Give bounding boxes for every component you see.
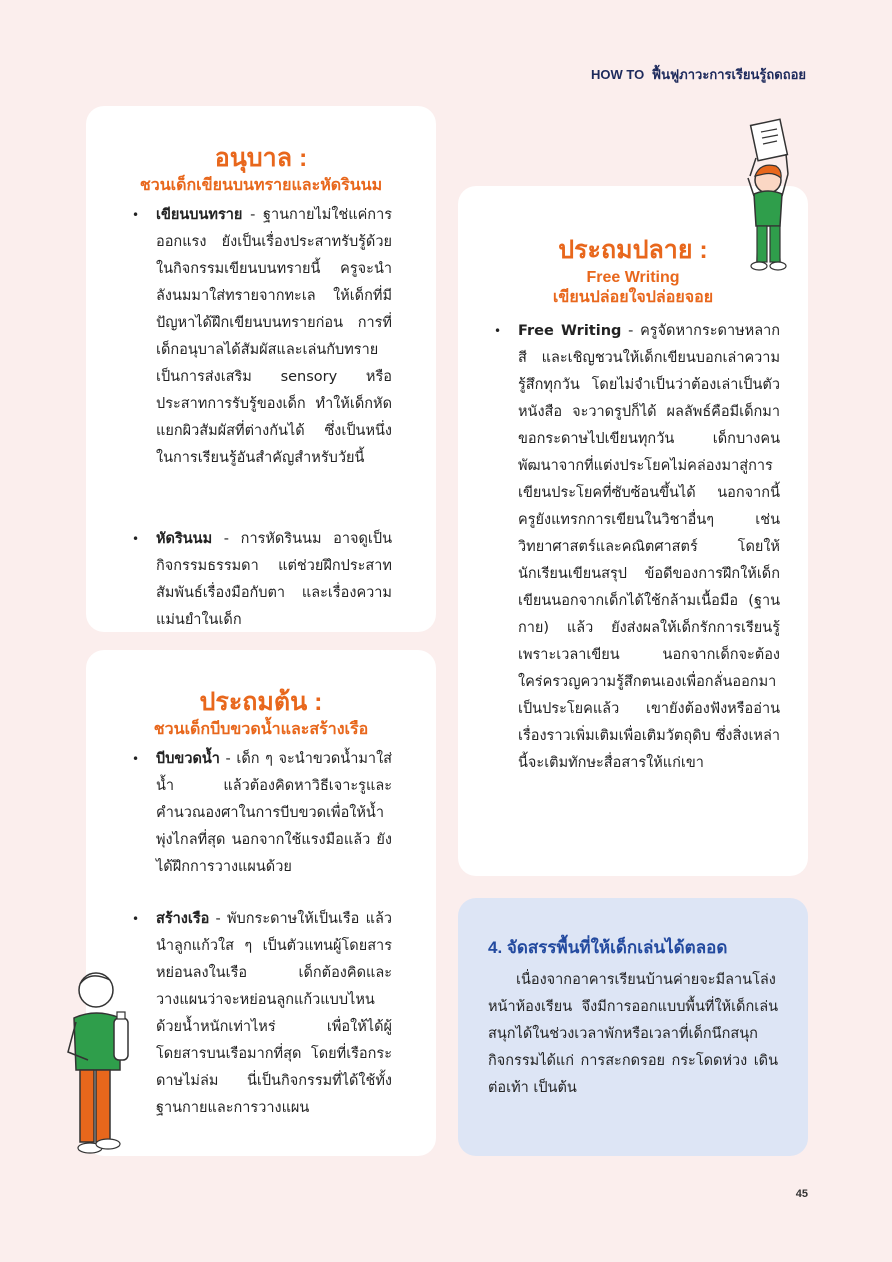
early-primary-list: [132, 746, 392, 881]
page-header: [591, 64, 806, 85]
early-primary-list-2: [132, 906, 392, 1122]
early-primary-subtitle: ชวนเด็กบีบขวดน้ำและสร้างเรือ: [153, 721, 369, 738]
kindergarten-subtitle: ชวนเด็กเขียนบนทรายและหัดรินนม: [139, 177, 383, 194]
kindergarten-list: [132, 202, 392, 472]
item-term: เขียนบนทราย: [156, 207, 243, 223]
child-with-bottle-illustration: [64, 966, 144, 1162]
kindergarten-card: [86, 106, 436, 632]
child-with-paper-illustration: [740, 118, 806, 278]
item-text: - ฐานกายไม่ใช่แค่การออกแรง ยังเป็นเรื่องประสาทรับรู้ด้วย ในกิจกรรมเขียนบนทรายนี้ ครูจะนำลังนมมาใส่ทรายจากทะเล ให้เด็กที่มีปัญหาได้ฝึกเขียนบนทรายก่อน การที่เด็กอนุบาลได้สัมผัสและเล่นกับทราย เป็นการส่งเสริม sensory หรือประสาทการรับรู้ของเด็ก ทำให้เด็กหัดแยกผิวสัมผัสที่ต่างกันได้ ซึ่งเป็นหนึ่งในการเรียนรู้อันสำคัญสำหรับวัยนี้: [156, 207, 392, 466]
list-item: [132, 746, 392, 881]
page-number: 45: [795, 1188, 808, 1200]
kindergarten-list-2: [132, 526, 392, 634]
header-lead: HOW TO: [591, 67, 645, 82]
list-item: [132, 906, 392, 1122]
item-text: - ครูจัดหากระดาษหลากสี และเชิญชวนให้เด็กเขียนบอกเล่าความรู้สึกทุกวัน โดยไม่จำเป็นว่าต้องเล่าเป็นตัวหนังสือ จะวาดรูปก็ได้ ผลลัพธ์คือมีเด็กมาขอกระดาษไปเขียนทุกวัน เด็กบางคนพัฒนาจากที่แต่งประโยคไม่คล่องมาสู่การเขียนประโยคที่ซับซ้อนขึ้นได้ นอกจากนี้ครูยังแทรกการเขียนในวิชาอื่นๆ เช่น วิทยาศาสตร์และคณิตศาสตร์ โดยให้นักเรียนเขียนสรุป ข้อดีของการฝึกให้เด็กเขียนนอกจากเด็กได้ใช้กล้ามเนื้อมือ (ฐานกาย) แล้ว ยังส่งผลให้เด็กรักการเรียนรู้ เพราะเวลาเขียน นอกจากเด็กจะต้องใคร่ครวญความรู้สึกตนเองเพื่อกลั่นออกมาเป็นประโยคแล้ว เขายังต้องฟังหรืออ่านเรื่องราวเพิ่มเติมเพื่อเติมวัตถุดิบ ซึ่งสิ่งเหล่านี้จะเติมทักษะสื่อสารให้แก่เขา: [518, 323, 781, 771]
late-primary-subtitle-2: เขียนปล่อยใจปล่อยจอย: [552, 289, 714, 306]
item-text: - พับกระดาษให้เป็นเรือ แล้วนำลูกแก้วใส ๆ เป็นตัวแทนผู้โดยสาร หย่อนลงในเรือ เด็กต้องคิดและวางแผนว่าจะหย่อนลูกแก้วแบบไหน ด้วยน้ำหนักเท่าไหร่ เพื่อให้ได้ผู้โดยสารบนเรือมากที่สุด โดยที่เรือกระดาษไม่ล่ม นี่เป็นกิจกรรมที่ได้ใช้ทั้งฐานกายและการวางแผน: [156, 911, 392, 1116]
item-text: - เด็ก ๆ จะนำขวดน้ำมาใส่น้ำ แล้วต้องคิดหาวิธีเจาะรูและคำนวณองศาในการบีบขวดเพื่อให้น้ำพุ่งไกลที่สุด นอกจากใช้แรงมือแล้ว ยังได้ฝึกการวางแผนด้วย: [156, 751, 392, 875]
play-space-card: [458, 898, 808, 1156]
item-term: สร้างเรือ: [156, 911, 210, 927]
late-primary-list: [494, 318, 780, 777]
item-text: - การหัดรินนม อาจดูเป็นกิจกรรมธรรมดา แต่ช่วยฝึกประสาทสัมพันธ์เรื่องมือกับตา และเรื่องความแม่นยำในเด็ก: [156, 531, 392, 628]
item-term: บีบขวดน้ำ: [156, 751, 220, 767]
list-item: [132, 526, 392, 634]
late-primary-title: ประถมปลาย :: [558, 236, 708, 264]
late-primary-card: [458, 186, 808, 876]
late-primary-subtitle-1: Free Writing: [586, 269, 680, 286]
list-item: [494, 318, 780, 777]
header-title: ฟื้นฟูภาวะการเรียนรู้ถดถอย: [651, 67, 806, 82]
kindergarten-title: อนุบาล :: [214, 144, 308, 172]
item-term: Free Writing: [518, 323, 622, 339]
list-item: [132, 202, 392, 472]
early-primary-title: ประถมต้น :: [199, 688, 323, 716]
item-term: หัดรินนม: [156, 531, 213, 547]
play-space-title: 4. จัดสรรพื้นที่ให้เด็กเล่นได้ตลอด: [488, 938, 728, 957]
play-space-body: เนื่องจากอาคารเรียนบ้านค่ายจะมีลานโล่งหน้าห้องเรียน จึงมีการออกแบบพื้นที่ให้เด็กเล่นสนุกได้ในช่วงเวลาพักหรือเวลาที่เด็กนึกสนุก กิจกรรมได้แก่ การสะกดรอย กระโดดห่วง เดินต่อเท้า เป็นต้น: [488, 972, 778, 1096]
